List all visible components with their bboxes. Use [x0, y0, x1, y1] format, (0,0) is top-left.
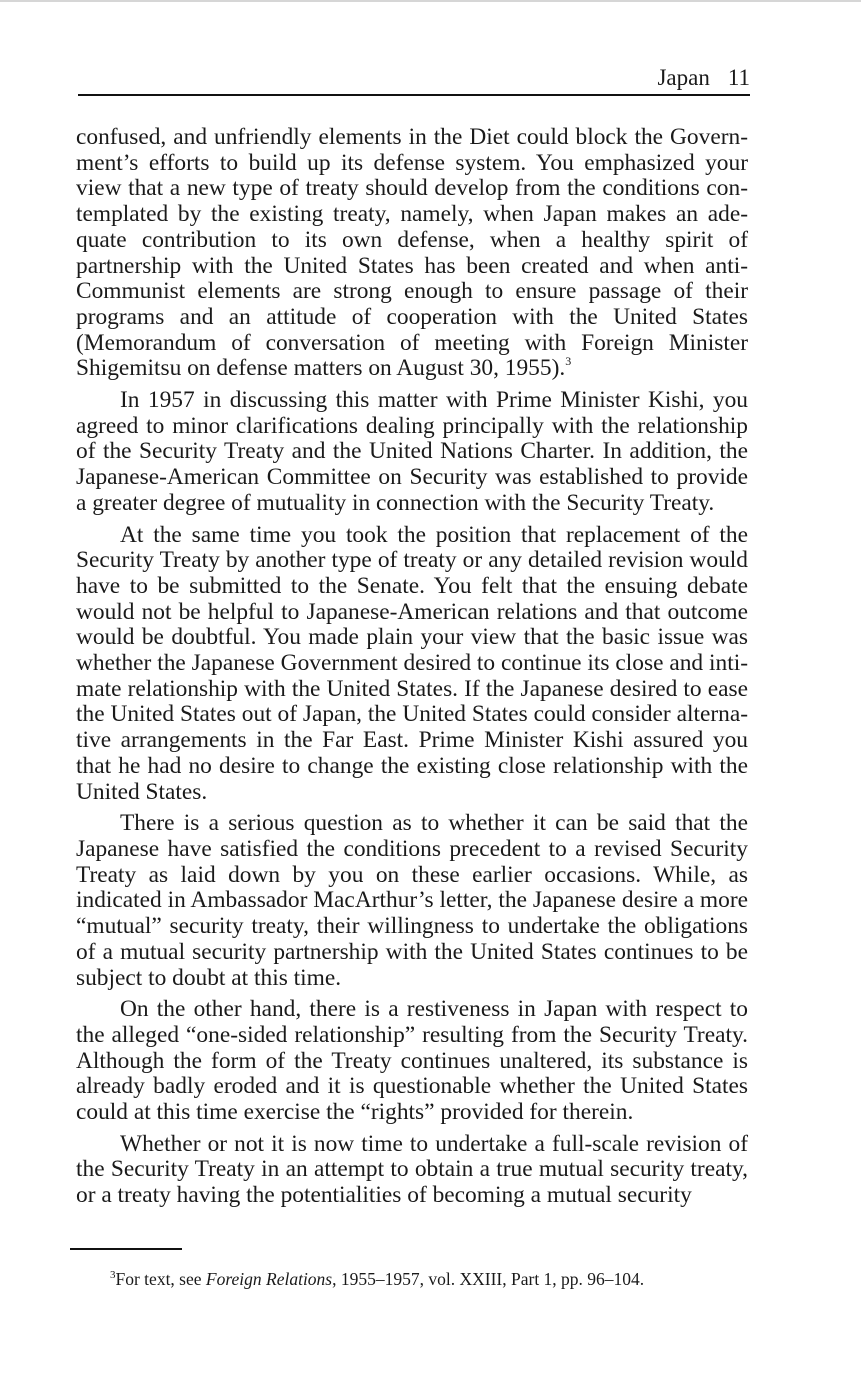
- footnote-marker: 3: [110, 1269, 116, 1282]
- footnote: [110, 1268, 750, 1290]
- footnote-title: Foreign Relations: [205, 1269, 333, 1289]
- paragraph-6: Whether or not it is now time to undertake a full-scale revision of the Security Treaty in an attempt to obtain a true mutual security treaty, or a treaty having the potentialities of becoming a mutual security: [76, 1130, 748, 1209]
- body-text: [76, 125, 748, 1209]
- footnote-rule: [70, 1248, 182, 1250]
- paragraph-4: There is a serious question as to whether it can be said that the Japanese have satisfied the conditions precedent to a revised Security Treaty as laid down by you on these earlier occasions. While, as indicated in Ambassador MacArthur’s letter, the Japanese desire a more “mutual” security treaty, their willingness to undertake the obligations of a mutual security partnership with the United States continues to be subject to doubt at this time.: [76, 810, 748, 991]
- page-top-edge: [0, 0, 861, 2]
- footnote-reference: 3: [565, 353, 572, 368]
- paragraph-1-text: confused, and unfriendly elements in the Diet could block the Government’s efforts to build up its defense system. You emphasized your view that a new type of treaty should develop from the conditions contemplated by the existing treaty, namely, when Japan makes an adequate contribution to its own defense, when a healthy spirit of partnership with the United States has been created and when anti-Communist elements are strong enough to ensure passage of their programs and an attitude of cooperation with the United States (Memorandum of conversation of meeting with Foreign Minister Shigemitsu on defense matters on August 30, 1955).: [76, 124, 748, 382]
- paragraph-2: In 1957 in discussing this matter with Prime Minister Kishi, you agreed to minor clarifications dealing principally with the relationship of the Security Treaty and the United Nations Charter. In addition, the Japanese-American Committee on Security was established to provide a greater degree of mutuality in connection with the Security Treaty.: [76, 387, 748, 516]
- paragraph-5: On the other hand, there is a restiveness in Japan with respect to the alleged “one-sided relationship” resulting from the Security Treaty. Although the form of the Treaty continues unaltered, its substance is already badly eroded and it is questionable whether the United States could at this time exercise the “rights” provided for therein.: [76, 996, 748, 1126]
- footnote-prefix: For text, see: [115, 1269, 206, 1289]
- paragraph-1: [76, 125, 748, 382]
- footnote-suffix: , 1955–1957, vol. XXIII, Part 1, pp. 96–104.: [332, 1269, 645, 1289]
- page-number: 11: [727, 65, 750, 90]
- paragraph-3: At the same time you took the position that replacement of the Security Treaty by another type of treaty or any detailed revision would have to be submitted to the Senate. You felt that the ensuing debate would not be helpful to Japanese-American relations and that outcome would be doubtful. You made plain your view that the basic issue was whether the Japanese Government desired to continue its close and intimate relationship with the United States. If the Japanese desired to ease the United States out of Japan, the United States could consider alternative arrangements in the Far East. Prime Minister Kishi assured you that he had no desire to change the existing close relationship with the United States.: [76, 521, 748, 805]
- header-rule: [78, 94, 750, 96]
- running-head-title: Japan: [657, 65, 710, 90]
- running-head: [78, 64, 750, 92]
